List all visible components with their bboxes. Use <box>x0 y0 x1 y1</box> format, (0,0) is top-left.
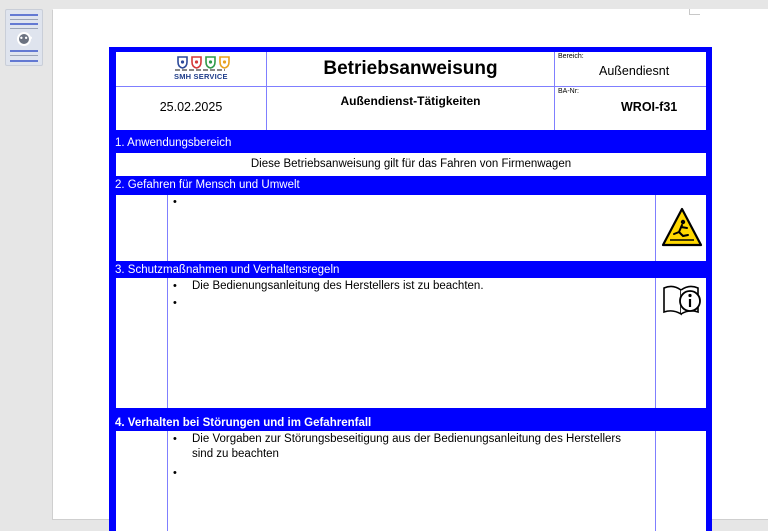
section-3-item-1: Die Bedienungsanleitung des Herstellers ist zu beachten. <box>192 280 484 292</box>
logo-tagline-strip <box>175 69 225 71</box>
bullet-marker: • <box>173 196 177 208</box>
slip-hazard-warning-icon <box>661 207 703 247</box>
section-4-item-1-line-2: sind zu beachten <box>192 448 279 460</box>
section-4-body <box>109 431 712 531</box>
bullet-marker: • <box>173 297 177 309</box>
page-corner-mark <box>689 9 700 15</box>
section-3-body <box>109 278 712 416</box>
page-thumbnail[interactable] <box>5 9 43 66</box>
company-logo-icon <box>176 55 232 69</box>
read-manual-info-icon <box>661 280 705 320</box>
betriebsanweisung-form <box>109 47 712 531</box>
bullet-marker: • <box>173 280 177 292</box>
bereich-label: Bereich: <box>558 53 584 60</box>
section-2-body <box>109 193 712 263</box>
section-2-header: 2. Gefahren für Mensch und Umwelt <box>109 178 712 193</box>
more-options-icon[interactable]: ••• <box>17 32 31 46</box>
section-4-header: 4. Verhalten bei Störungen und im Gefahrenfall <box>109 416 712 431</box>
page-thumbnail-rail <box>0 0 46 511</box>
section-1-header: 1. Anwendungsbereich <box>109 136 712 151</box>
banr-value: WROI-f31 <box>621 100 678 114</box>
title-cell <box>266 52 554 86</box>
header-block <box>109 47 712 136</box>
subtitle-cell <box>266 86 554 130</box>
document-page <box>53 9 768 519</box>
logo-text: SMH SERVICE <box>174 72 228 81</box>
document-title: Betriebsanweisung <box>323 58 498 79</box>
document-subtitle: Außendienst-Tätigkeiten <box>340 94 481 108</box>
section-1-text: Diese Betriebsanweisung gilt für das Fahren von Firmenwagen <box>250 158 572 170</box>
logo-cell <box>116 52 266 86</box>
document-date: 25.02.2025 <box>159 100 223 114</box>
bullet-marker: • <box>173 433 177 445</box>
bereich-value: Außendiesnt <box>599 64 670 78</box>
section-4-item-1-line-1: Die Vorgaben zur Störungsbeseitigung aus der Bedienungsanleitung des Herstellers <box>192 433 621 445</box>
bullet-marker: • <box>173 467 177 479</box>
section-3-header: 3. Schutzmaßnahmen und Verhaltensregeln <box>109 263 712 278</box>
banr-label: BA-Nr: <box>558 88 579 95</box>
section-1-body <box>109 151 712 178</box>
banr-cell <box>554 86 706 130</box>
bereich-cell <box>554 52 706 86</box>
date-cell <box>116 86 266 130</box>
